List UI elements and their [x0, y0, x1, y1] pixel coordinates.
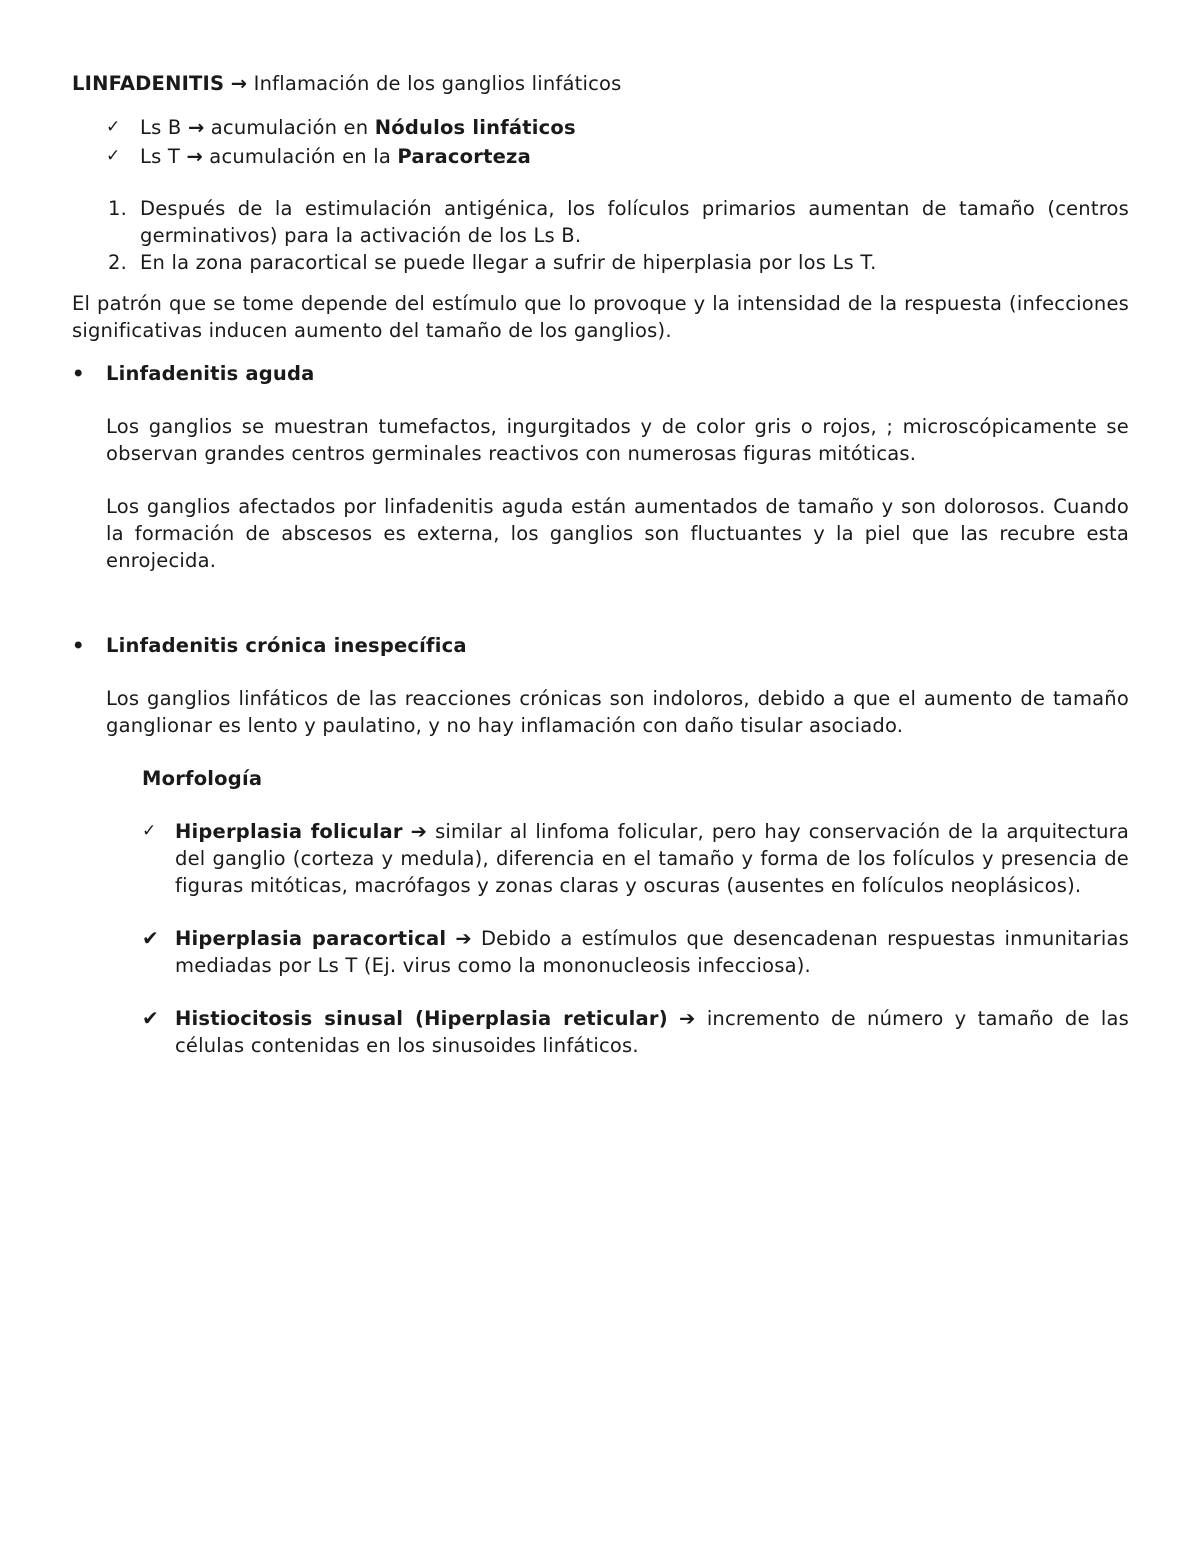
- morphology-heading: Morfología: [142, 767, 263, 790]
- aguda-paragraph-2: Los ganglios afectados por linfadenitis aguda están aumentados de tamaño y son dolorosos. Cuando la formación de abscesos es externa, los ganglios son fluctuantes y la piel que las recubre esta enrojecida.: [106, 495, 1129, 572]
- item-prefix: Ls B: [140, 116, 182, 139]
- intro-paragraph: El patrón que se tome depende del estímulo que lo provoque y la intensidad de la respuesta (infecciones significativas inducen aumento del tamaño de los ganglios).: [72, 292, 1129, 342]
- list-item: [72, 1005, 1129, 1059]
- list-item: [72, 925, 1129, 979]
- arrow-icon: ➔: [679, 1007, 696, 1030]
- title-term: LINFADENITIS: [72, 72, 225, 95]
- item-text: similar al linfoma folicular, pero hay conservación de la arquitectura del ganglio (corteza y medula), diferencia en el tamaño y forma de los folículos y presencia de figuras mitóticas, macrófagos y zonas claras y oscuras (ausentes en folículos neoplásicos).: [175, 820, 1129, 897]
- document-title: [72, 70, 1129, 97]
- item-heading: Hiperplasia paracortical: [175, 927, 447, 950]
- item-bold: Paracorteza: [397, 145, 531, 168]
- item-heading: Histiocitosis sinusal (Hiperplasia reticular): [175, 1007, 668, 1030]
- aguda-paragraph-1: Los ganglios se muestran tumefactos, ingurgitados y de color gris o rojos, ; microscópicamente se observan grandes centros germinales reactivos con numerosas figuras mitóticas.: [106, 415, 1129, 465]
- title-definition: Inflamación de los ganglios linfáticos: [253, 72, 622, 95]
- bullet-icon: •: [72, 362, 85, 385]
- section-title: Linfadenitis crónica inespecífica: [106, 634, 467, 657]
- item-heading: Hiperplasia folicular: [175, 820, 403, 843]
- section-heading-aguda: [72, 360, 1129, 387]
- list-item: [72, 142, 1129, 171]
- arrow-icon: →: [186, 145, 203, 168]
- list-number: 2.: [108, 251, 128, 274]
- cronica-paragraph: Los ganglios linfáticos de las reacciones crónicas son indoloros, debido a que el aumento de tamaño ganglionar es lento y paulatino, y no hay inflamación con daño tisular asociado.: [106, 687, 1129, 737]
- list-text: En la zona paracortical se puede llegar a sufrir de hiperplasia por los Ls T.: [140, 251, 877, 274]
- item-text: acumulación en: [210, 116, 369, 139]
- arrow-icon: →: [230, 72, 248, 95]
- check-icon: ✓: [106, 146, 121, 166]
- list-number: 1.: [108, 197, 128, 220]
- section-title: Linfadenitis aguda: [106, 362, 315, 385]
- list-item: [72, 195, 1129, 249]
- section-heading-cronica: [72, 632, 1129, 659]
- arrow-icon: ➔: [455, 927, 472, 950]
- morphology-list: [72, 818, 1129, 1059]
- list-item: [72, 818, 1129, 899]
- check-icon: ✔: [142, 1006, 159, 1030]
- item-bold: Nódulos linfáticos: [374, 116, 576, 139]
- bullet-icon: •: [72, 634, 85, 657]
- item-prefix: Ls T: [140, 145, 180, 168]
- lymphocyte-list: [72, 113, 1129, 171]
- numbered-list: [72, 195, 1129, 276]
- check-icon: ✓: [106, 117, 121, 137]
- arrow-icon: ➔: [410, 820, 428, 843]
- list-item: [72, 113, 1129, 142]
- item-text: incremento de número y tamaño de las células contenidas en los sinusoides linfáticos.: [175, 1007, 1129, 1057]
- list-item: [72, 249, 1129, 276]
- document-page: [72, 70, 1129, 1085]
- spacer: [72, 574, 1129, 616]
- arrow-icon: →: [187, 116, 205, 139]
- item-text: acumulación en la: [209, 145, 391, 168]
- item-text: Debido a estímulos que desencadenan respuestas inmunitarias mediadas por Ls T (Ej. virus como la mononucleosis infecciosa).: [175, 927, 1129, 977]
- check-icon: ✔: [142, 926, 159, 950]
- check-icon: ✓: [142, 821, 157, 841]
- list-text: Después de la estimulación antigénica, los folículos primarios aumentan de tamaño (centros germinativos) para la activación de los Ls B.: [140, 197, 1129, 247]
